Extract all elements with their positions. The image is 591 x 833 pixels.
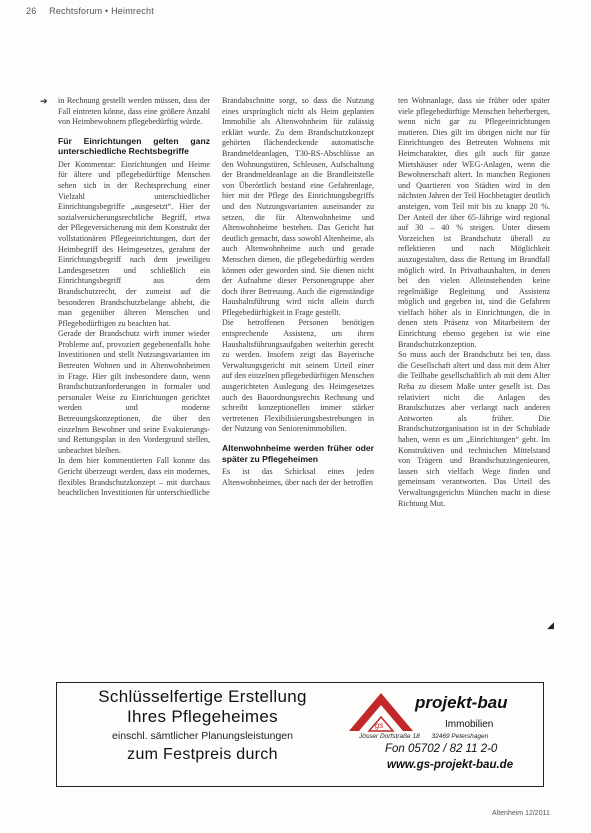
paragraph: So muss auch der Brandschutz bei ten, dass die Gesellschaft altert und dass mit dem Alter die Teilhabe gesellschaftlich ab mit dem Alter Reha zu diesem Maße unter gesellt ist. Das relativiert nicht die Anlagen des Brandschutzes aber verlangt nach anderen Antworten als früher. Die Brandschutzorganisation ist in der Schublade haben, wenn es um „Einrichtungen“ geht. Im Konstruktiven und technischen Mittelstand von Trägern und Brandschutzingenieuren, lassen sich vielfach Wege finden und gemeinsam verantworten. Das Urteil des Verwaltungsgerichts München macht in diese Richtung Mut. bbox=[398, 350, 550, 508]
house-roof-logo-icon bbox=[347, 689, 415, 733]
company-subtitle: Immobilien bbox=[445, 719, 494, 730]
issue-footer: Altenheim 12/2011 bbox=[492, 810, 550, 817]
subheading: Altenwohnheime werden früher oder später zu Pflegeheimen bbox=[222, 443, 374, 464]
ad-line: einschl. sämtlicher Planungsleistungen bbox=[112, 730, 293, 742]
company-name: projekt-bau bbox=[415, 693, 508, 712]
paragraph: In dem hier kommentierten Fall konnte das Gericht überzeugt werden, dass ein modernes, flexibles Brandschutzkonzept – mit durchaus beachtlichen Investitionen für unterschiedliche bbox=[58, 456, 210, 498]
paragraph: in Rechnung gestellt werden müssen, dass der Fall eintreten könne, dass eine größere Anzahl von Heimbewohnern pflegebedürftig würde. bbox=[58, 96, 210, 127]
paragraph: Gerade der Brandschutz wirft immer wieder Probleme auf, provoziert gegebenenfalls hohe Investitionen und stellt Nutzungsvarianten im Betreuten Wohnen und in Altenwohnheimen in Frage. Hier gilt insbesondere dann, wenn Brandschutzanforderungen in formaler und personaler Weise zu Einrichtungen gerichtet werden und moderne Betreuungskonzeptionen, die über den einzelnen Bewohner und seine Evakuierungs- und Rettungsplan in den Vordergrund stellen, unbeachtet bleiben. bbox=[58, 329, 210, 455]
paragraph: ten Wohnanlage, dass sie früher oder später viele pflegebedürftige Menschen beherbergen, wenn nicht gar zu Pflegeeinrichtungen mutieren. Dies gilt im übrigen nicht nur für Einrichtungen des Betreuten Wohnens mit Heimcharakter, dies gilt auch für ganze Mietshäuser oder WEG-Anlagen, wenn die Bewohnerschaft altert. In manchen Regionen und Quartieren von Städten wird in den nächsten Jahren der Teil Hochbetagter deutlich ansteigen, vom Teil mit bis zu knapp 20 %. Der Anteil der über 65-Jährige wird regional auf 30 – 40 % steigen. Unter diesem Vorzeichen ist Brandschutz überall zu reflektieren und nach Möglichkeit auszugestalten, dass die Rettung im Brandfall möglich wird. In Privathaushalten, in denen bei den vielen Alleinstehenden keine regelmäßige Begleitung und Assistenz möglich und gegeben ist, sind die Gefahren vielfach höher als in Einrichtungen, die in denen stets Präsenz von Mitarbeitern der Einrichtung ebenso gegeben ist wie eine Brandschutzkonzeption. bbox=[398, 96, 550, 349]
ad-line: Schlüsselfertige Erstellung bbox=[98, 687, 307, 706]
logo-mark: gs bbox=[375, 721, 384, 730]
continuation-arrow-icon: ➔ bbox=[40, 96, 48, 106]
end-of-article-icon: ◢ bbox=[547, 620, 554, 630]
article-column-1 bbox=[58, 96, 210, 499]
company-address bbox=[359, 733, 488, 740]
article-column-3 bbox=[398, 96, 550, 509]
street: Jösser Dorfstraße 18 bbox=[359, 733, 420, 740]
company-website-link[interactable]: www.gs-projekt-bau.de bbox=[387, 759, 514, 771]
running-header bbox=[26, 6, 154, 16]
paragraph: Der Kommentar: Einrichtungen und Heime für ältere und pflegebedürftige Menschen sehen sich in der Rechtsprechung einer Vielzahl unterschiedlicher Einrichtungsbegriffe „ausgesetzt“. Hier der sozialversicherungsrechtliche Begriff, etwa der Pflegeversicherung mit dem Konstrukt der vollstationären Pflegeeinrichtungen, dort der Heimbegriff des Heimgesetzes, gerahmt der Einrichtungsbegriff nach dem jeweiligen Landesgesetzen und schließlich ein Einrichtungsbegriff aus dem Brandschutzrecht, der zumeist auf die besonderen Brandschutzbelange abhebt, die man gegenüber älteren Menschen und Pflegebedürftigen zu beachten hat. bbox=[58, 159, 210, 328]
article-column-2 bbox=[222, 96, 374, 488]
subheading: Für Einrichtungen gelten ganz unterschiedliche Rechtsbegriffe bbox=[58, 135, 210, 157]
ad-line: zum Festpreis durch bbox=[127, 746, 278, 763]
paragraph: Es ist das Schicksal eines jeden Altenwohnheimes, über nach der der betroffen bbox=[222, 467, 374, 487]
page-number: 26 bbox=[26, 6, 37, 16]
advertisement[interactable] bbox=[56, 682, 544, 787]
paragraph: Die betroffenen Personen benötigen entsprechende Assistenz, um ihren Haushaltsführungsaufgaben weiterhin gerecht zu werden. Insofern zeigt das Bayerische Verwaltungsgericht mit seinem Urteil einer auf den einzelnen pflegebedürftigen Menschen ausgerichteten Auslegung des Heimgesetzes auch des Bauordnungsrechts Rechnung und schreibt konzeptionellen immer stärker vertretenen Flexibilisierungsbestrebungen in der Nutzung von Seniorenimmobilien. bbox=[222, 318, 374, 434]
company-phone: Fon 05702 / 82 11 2-0 bbox=[385, 743, 498, 755]
section-title: Rechtsforum • Heimrecht bbox=[49, 6, 154, 16]
paragraph: Brandabschnitte sorgt, so dass die Nutzung eines ursprünglich nicht als Heim geplanten Immobilie als Altenwohnheim für zulässig erklärt wurde. Zu dem Brandschutzkonzept gehörten flächendeckende automatische Brandmeldeanlagen, T30-RS-Abschlüsse an den Wohnungstüren, Schleusen, Aufschaltung der Brandmeldeanlage an die Brandleitstelle von Überörtlich bestand eine Gefahrenlage, hier mit der Pflege des Einrichtungsbegriffs und den Nutzungsvarianten auseinander zu setzen, die für Altenwohnheime und Altenwohnheime bestehen. Das Gericht hat deutlich gemacht, dass sowohl Altenheime, als auch Altenwohnheime auch und gerade Menschen dienen, die pflegebedürftig werden können oder geworden sind. Sie dienen nicht der Aufnahme dieser Personengruppe aber doch ihrer Betreuung. Auch die eigenständige Haushaltsführung wird nicht allein durch Pflegebedürftigkeit in Frage gestellt. bbox=[222, 96, 374, 317]
city: 32469 Petershagen bbox=[431, 733, 489, 740]
ad-line: Ihres Pflegeheimes bbox=[127, 707, 278, 726]
ad-slogan bbox=[65, 687, 340, 766]
ad-company bbox=[339, 683, 539, 783]
